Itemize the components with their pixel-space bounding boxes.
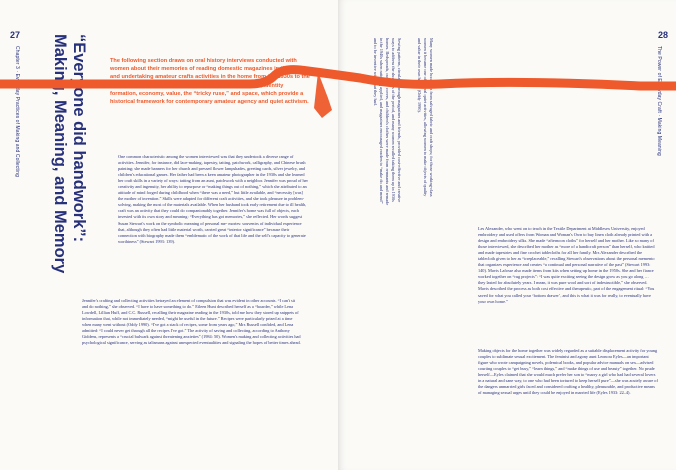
chapter-title-line1: “Everyone did handwork”: <box>70 34 88 243</box>
pull-quote: The following section draws on oral history interviews conducted with women about their memories of reading domestic magazines in the 1930s and undertaking amateur crafts activities in the home from the 1930s to the 1950s. It extrapolates themes of connectivity, knowledge, identity formation, economy, value, the “tricky ruse,” and space, which provide a historical framework for contemporary amateur agency and quiet activism. <box>110 58 310 106</box>
left-body-paragraph-1: One common characteristic among the women interviewed was that they undertook a diverse range of activities. Jennifer, for instance, did lace-making, tapestry, tatting, patchwork, calligraphy, and Chinese brush painting; she made banners for her church and pressed flower lampshades, greeting cards, silver jewelry, and children's educational games. Her father had been a keen amateur photographer in the 1930s and she learned her craft skills in a variety of ways: tatting from an aunt, patchwork with a neighbor. Jennifer was proud of her creativity and ingenuity, her ability to repurpose or “making things out of nothing,” which she attributed to an attitude of mind forged during childhood when “there was a need,” but little available, and “necessity [was] the mother of invention.” Skills were adapted for different craft activities, and she took pleasure in problem-solving, making the most of the materials available. When her husband took early retirement due to ill health, craft was an activity that they could do companionably together. Jennifer's home was full of objects, each invested with its own story and meaning: “Everything has got memories,” she reflected. Her words suggest Susan Stewart's work on the symbolic meaning of personal me- mories: souvenirs of individual experience that, although they often had little material worth, carried great “interior significance” because their connection with biography made them “emblematic of the work of that life and the self's capacity to generate worthiness” (Stewart 1993: 139). <box>118 154 308 244</box>
center-rotated-column-b: Many women made hook rugs from salvaged fabric and craft shops; for those working-class women it became one of several quiet activities, allowing women to make objects of quality and value in their own homes (Oddy 1990). <box>417 38 434 197</box>
right-body-paragraph-1: Les Alexander, who went on to teach in the Textile Department at Middlesex University, enjoyed embroidery and used offers from Woman and Woman's Own to buy linen cloth already printed with a design and embroidery silks. She made “afternoon cloths” for herself and her mother. Like so many of those interviewed, she described her mother as “more of a handicraft person” than herself, who knitted and made tapestries and fine crochet tablecloths for all her family. Mrs Alexander described the tablecloth given to her as “irreplaceable,” recalling Stewart's observations about the personal memento that organizes experience and creates “a continual and personal narrative of the past” (Stewart 1993: 140). Mavis Lafosse also made items from kits when setting up home in the 1950s. She and her fiance worked together on “rug projects”: “I was quite exciting seeing the design grow as you go along … they lasted for absolutely years. I mean, it was pure wool and sort of indestructible,” she observed. Mavis described the process as both cost effective and therapeutic, part of the engagement ritual: “You saved for what you called your ‘bottom drawer’, and this is what it was for really, to eventually have your own home.” <box>478 226 655 304</box>
right-body-paragraph-2: Making objects for the home together was widely regarded as a suitable displacement activity for young couples to sublimate sexual excitement. The feminist and agony aunt Leonora Eyles—an important figure who wrote campaigning novels, polemical books, and popular advice manuals on sex—advised courting couples to “get busy,” “learn things,” and “make things of use and beauty” together. No prude herself—Eyles claimed that she would much prefer her son to “marry a girl who had had several lovers in a natural and sane way, to one who had been tortured to keep herself pure”—she was acutely aware of the dangers unmarried girls faced and considered crafting a healthy, pleasurable, and productive means of managing sexual urges until they could be enjoyed in married life (Eyles 1933: 22–4). <box>478 348 658 396</box>
chapter-title-line2: Making, Meaning, and Memory <box>51 34 69 274</box>
left-running-head: Chapter 3 · Everyday Practices of Making and Collecting <box>14 46 20 177</box>
right-page-number: 28 <box>658 30 669 40</box>
left-body-paragraph-2: Jennifer's crafting and collecting activities betrayed an element of compulsion that was evident in other accounts. “I can't sit and do nothing,” she observed. “I have to have something to do.” Eileen Hunt described herself as a “hoarder,” while Lena Lowdell, Lillian Huff, and C.C. Russell, recalling their magazine reading in the 1930s, told me how they stored up snippets of information that, while not immediately needed, “might be useful in the future.” Recipes were particularly prized at a time when many went without (Oddy 1990). “I've got a stack of recipes, some from years ago,” Mrs Russell confided, and Lena admitted: “I could never get through all the recipes I've got.” The activity of saving and collecting, according to Anthony Giddens, represents a “crucial bulwark against threatening anxieties” (1984: 50). Women's making and collecting activities had psychological significance, serving as talismans against unexpected eventualities and signaling the hopes of better times ahead. <box>82 298 301 346</box>
left-page-number: 27 <box>10 30 21 40</box>
center-rotated-column-a: Sewing patterns, circulated through magazines and friends, provided cost-effective and creative ways to address the shortages of the period, and many women recalled taking them up in 1930s homes. Bedspreads, cushion covers, and children's clothes were made from remnants and remade in the 1940s when rationing applied, and magazines encouraged readers to “make do and mend” and to be inventive with what they had. <box>373 38 402 206</box>
right-running-head: The Power of Everyday Craft · Making Meaning <box>656 46 662 156</box>
